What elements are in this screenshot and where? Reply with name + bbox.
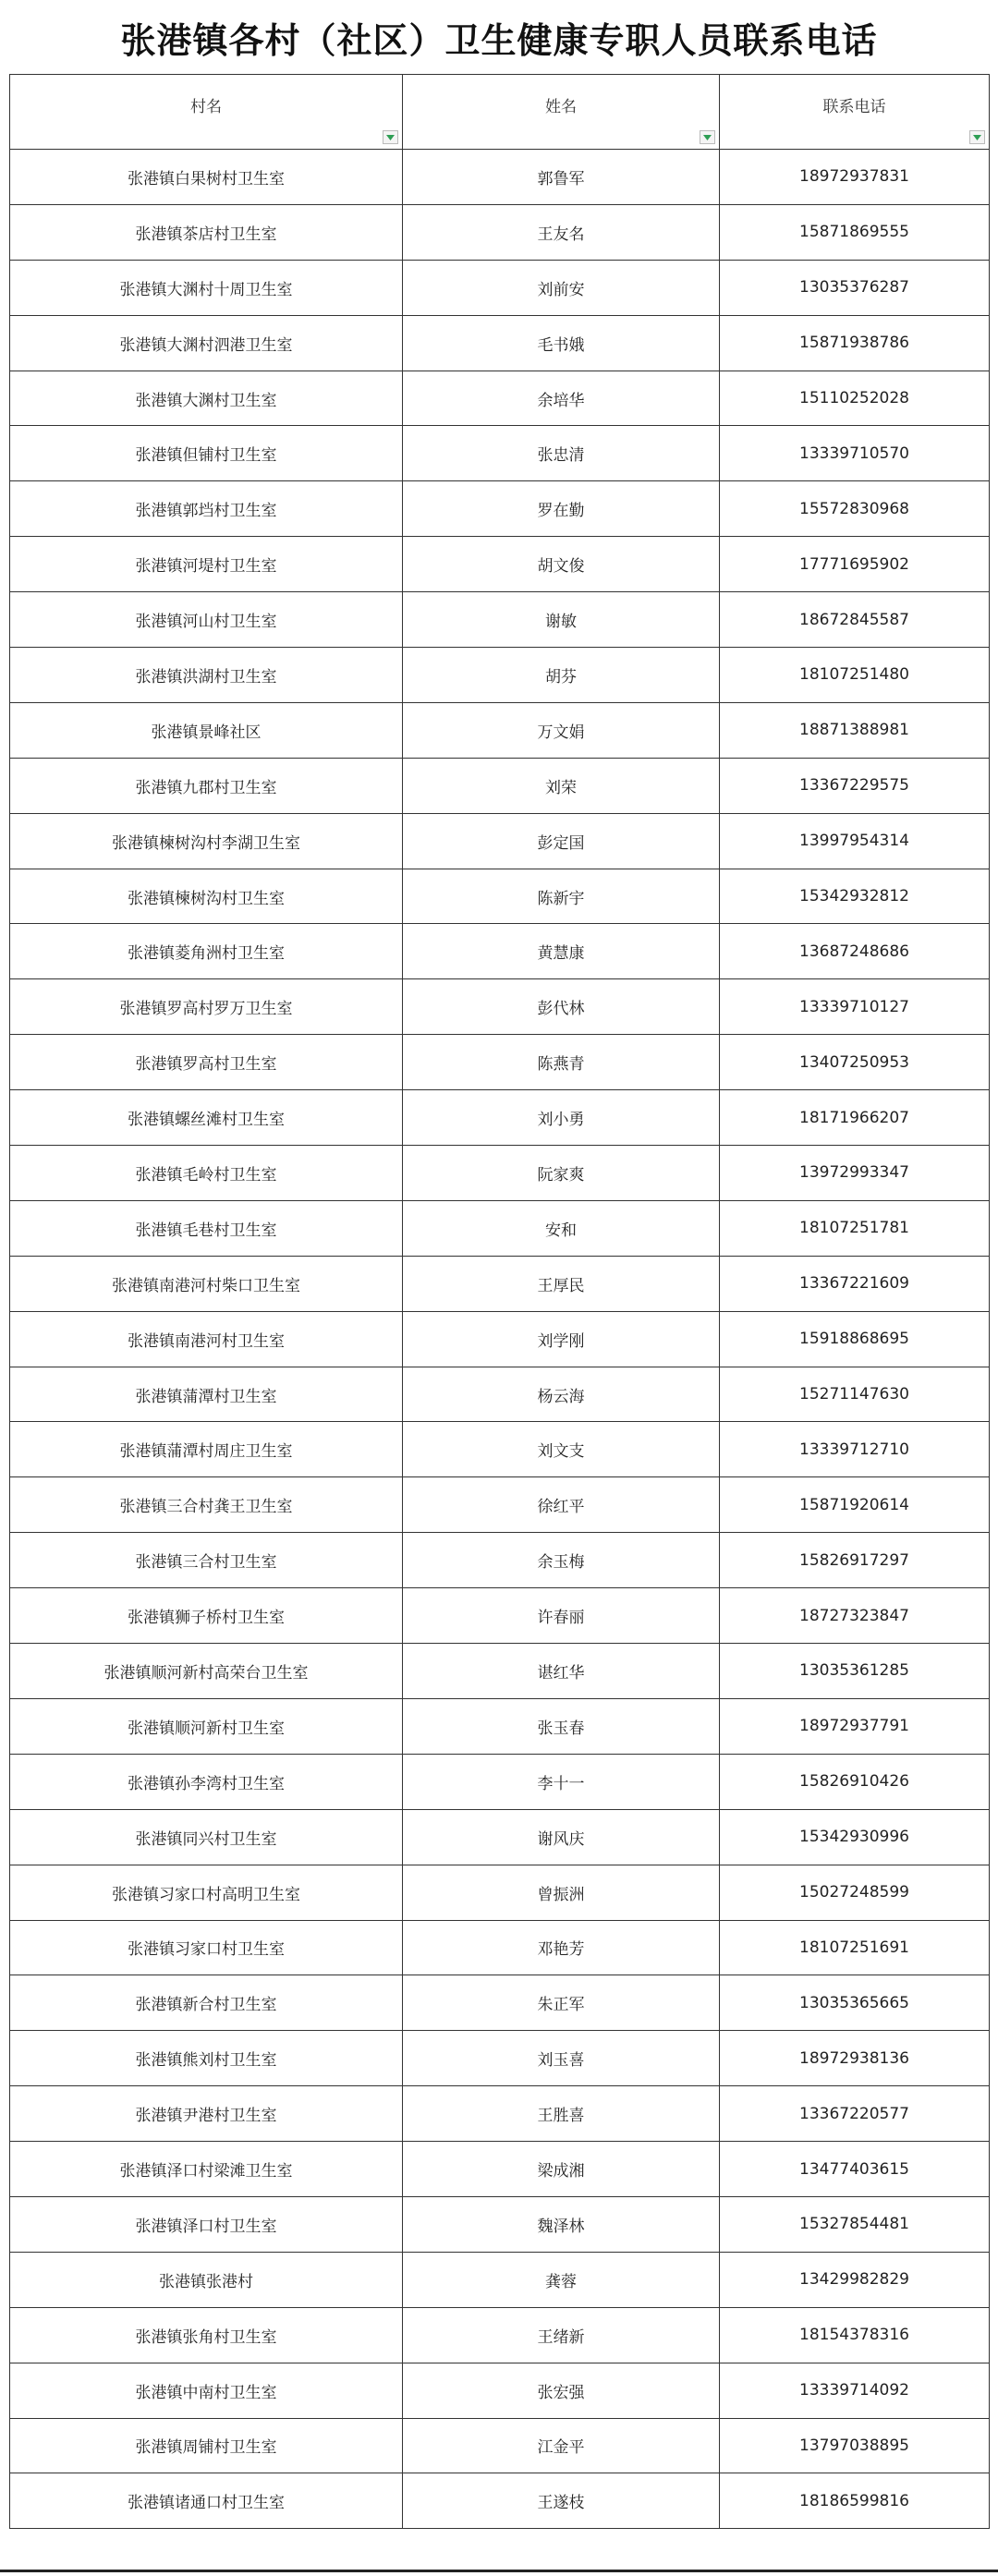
cell-name: 万文娟 [403, 702, 720, 758]
cell-phone: 15342930996 [720, 1809, 990, 1865]
column-header-village [10, 75, 403, 150]
cell-village: 张港镇白果树村卫生室 [10, 150, 403, 205]
cell-village: 张港镇三合村卫生室 [10, 1533, 403, 1588]
cell-phone: 18107251480 [720, 648, 990, 703]
cell-name: 魏泽林 [403, 2196, 720, 2252]
cell-name: 刘玉喜 [403, 2031, 720, 2086]
filter-dropdown-icon[interactable] [969, 130, 985, 144]
cell-name: 许春丽 [403, 1588, 720, 1644]
cell-name: 彭定国 [403, 813, 720, 869]
table-row [10, 979, 990, 1035]
cell-name: 刘学刚 [403, 1311, 720, 1367]
cell-name: 谌红华 [403, 1644, 720, 1699]
cell-village: 张港镇狮子桥村卫生室 [10, 1588, 403, 1644]
table-row [10, 1367, 990, 1422]
cell-phone: 13997954314 [720, 813, 990, 869]
cell-phone: 15342932812 [720, 869, 990, 924]
cell-name: 刘文支 [403, 1422, 720, 1477]
table-row [10, 481, 990, 537]
cell-phone: 13367229575 [720, 758, 990, 813]
cell-phone: 13339714092 [720, 2363, 990, 2418]
page-title: 张港镇各村（社区）卫生健康专职人员联系电话 [120, 19, 878, 61]
cell-name: 胡芬 [403, 648, 720, 703]
cell-phone: 15918868695 [720, 1311, 990, 1367]
cell-village: 张港镇河堤村卫生室 [10, 537, 403, 592]
cell-village: 张港镇大渊村十周卫生室 [10, 260, 403, 315]
cell-name: 张宏强 [403, 2363, 720, 2418]
cell-village: 张港镇尹港村卫生室 [10, 2086, 403, 2142]
cell-village: 张港镇罗高村卫生室 [10, 1035, 403, 1090]
cell-name: 梁成湘 [403, 2142, 720, 2197]
cell-village: 张港镇同兴村卫生室 [10, 1809, 403, 1865]
table-row [10, 260, 990, 315]
cell-phone: 13972993347 [720, 1146, 990, 1201]
table-row [10, 758, 990, 813]
cell-phone: 18107251691 [720, 1920, 990, 1975]
table-row [10, 1422, 990, 1477]
cell-village: 张港镇孙李湾村卫生室 [10, 1754, 403, 1809]
cell-name: 刘前安 [403, 260, 720, 315]
cell-name: 曾振洲 [403, 1865, 720, 1920]
cell-village: 张港镇罗高村罗万卫生室 [10, 979, 403, 1035]
table-row [10, 1311, 990, 1367]
table-row [10, 2473, 990, 2529]
cell-phone: 15826910426 [720, 1754, 990, 1809]
cell-name: 黄慧康 [403, 924, 720, 979]
table-row [10, 2196, 990, 2252]
filter-dropdown-icon[interactable] [700, 130, 715, 144]
table-row [10, 1754, 990, 1809]
cell-phone: 13367221609 [720, 1256, 990, 1311]
table-row [10, 702, 990, 758]
cell-name: 陈新宇 [403, 869, 720, 924]
table-row [10, 1920, 990, 1975]
table-row [10, 648, 990, 703]
cell-name: 江金平 [403, 2418, 720, 2473]
cell-name: 刘小勇 [403, 1090, 720, 1146]
cell-village: 张港镇顺河新村卫生室 [10, 1698, 403, 1754]
table-row [10, 537, 990, 592]
table-row [10, 204, 990, 260]
header-row [10, 75, 990, 150]
cell-phone: 18972937831 [720, 150, 990, 205]
cell-phone: 13797038895 [720, 2418, 990, 2473]
cell-village: 张港镇三合村龚王卫生室 [10, 1477, 403, 1533]
cell-name: 王遂枝 [403, 2473, 720, 2529]
cell-village: 张港镇诸通口村卫生室 [10, 2473, 403, 2529]
cell-village: 张港镇张港村 [10, 2252, 403, 2307]
contact-table [9, 74, 990, 2529]
table-row [10, 1146, 990, 1201]
cell-name: 杨云海 [403, 1367, 720, 1422]
cell-name: 刘荣 [403, 758, 720, 813]
table-row [10, 150, 990, 205]
cell-village: 张港镇河山村卫生室 [10, 592, 403, 648]
cell-phone: 13477403615 [720, 2142, 990, 2197]
cell-name: 张玉春 [403, 1698, 720, 1754]
cell-village: 张港镇张角村卫生室 [10, 2307, 403, 2363]
table-row [10, 1477, 990, 1533]
cell-name: 余培华 [403, 371, 720, 426]
table-row [10, 924, 990, 979]
cell-phone: 15027248599 [720, 1865, 990, 1920]
cell-phone: 18107251781 [720, 1200, 990, 1256]
cell-phone: 18171966207 [720, 1090, 990, 1146]
cell-village: 张港镇景峰社区 [10, 702, 403, 758]
cell-village: 张港镇茶店村卫生室 [10, 204, 403, 260]
table-row [10, 1644, 990, 1699]
cell-village: 张港镇习家口村高明卫生室 [10, 1865, 403, 1920]
cell-village: 张港镇南港河村卫生室 [10, 1311, 403, 1367]
table-row [10, 371, 990, 426]
table-row [10, 1698, 990, 1754]
table-row [10, 1533, 990, 1588]
table-row [10, 1035, 990, 1090]
cell-name: 郭鲁军 [403, 150, 720, 205]
cell-name: 谢风庆 [403, 1809, 720, 1865]
cell-village: 张港镇习家口村卫生室 [10, 1920, 403, 1975]
column-header-name [403, 75, 720, 150]
cell-village: 张港镇毛巷村卫生室 [10, 1200, 403, 1256]
table-row [10, 2418, 990, 2473]
table-row [10, 315, 990, 371]
cell-name: 龚蓉 [403, 2252, 720, 2307]
column-header-phone [720, 75, 990, 150]
cell-phone: 18672845587 [720, 592, 990, 648]
cell-phone: 13407250953 [720, 1035, 990, 1090]
cell-name: 陈燕青 [403, 1035, 720, 1090]
cell-name: 余玉梅 [403, 1533, 720, 1588]
cell-phone: 15871869555 [720, 204, 990, 260]
cell-village: 张港镇泽口村卫生室 [10, 2196, 403, 2252]
cell-village: 张港镇但铺村卫生室 [10, 426, 403, 481]
cell-phone: 18972937791 [720, 1698, 990, 1754]
table-row [10, 2142, 990, 2197]
cell-village: 张港镇洪湖村卫生室 [10, 648, 403, 703]
cell-village: 张港镇周铺村卫生室 [10, 2418, 403, 2473]
cell-phone: 13687248686 [720, 924, 990, 979]
filter-dropdown-icon[interactable] [383, 130, 398, 144]
cell-phone: 15871938786 [720, 315, 990, 371]
cell-phone: 18186599816 [720, 2473, 990, 2529]
cell-phone: 18871388981 [720, 702, 990, 758]
cell-phone: 15826917297 [720, 1533, 990, 1588]
table-row [10, 426, 990, 481]
cell-phone: 17771695902 [720, 537, 990, 592]
cell-name: 王厚民 [403, 1256, 720, 1311]
cell-village: 张港镇楝树沟村李湖卫生室 [10, 813, 403, 869]
cell-village: 张港镇顺河新村高荣台卫生室 [10, 1644, 403, 1699]
cell-phone: 13035376287 [720, 260, 990, 315]
cell-village: 张港镇菱角洲村卫生室 [10, 924, 403, 979]
cell-phone: 15327854481 [720, 2196, 990, 2252]
cell-phone: 13035365665 [720, 1975, 990, 2031]
cell-name: 阮家爽 [403, 1146, 720, 1201]
cell-name: 李十一 [403, 1754, 720, 1809]
cell-village: 张港镇泽口村梁滩卫生室 [10, 2142, 403, 2197]
cell-village: 张港镇熊刘村卫生室 [10, 2031, 403, 2086]
table-row [10, 1975, 990, 2031]
cell-name: 谢敏 [403, 592, 720, 648]
cell-phone: 15871920614 [720, 1477, 990, 1533]
table-row [10, 1865, 990, 1920]
table-row [10, 1090, 990, 1146]
cell-phone: 18154378316 [720, 2307, 990, 2363]
cell-name: 朱正军 [403, 1975, 720, 2031]
cell-village: 张港镇蒲潭村周庄卫生室 [10, 1422, 403, 1477]
column-header-name-label: 姓名 [545, 97, 577, 116]
table-row [10, 1256, 990, 1311]
cell-phone: 13339710570 [720, 426, 990, 481]
cell-phone: 15110252028 [720, 371, 990, 426]
table-row [10, 2307, 990, 2363]
cell-village: 张港镇毛岭村卫生室 [10, 1146, 403, 1201]
table-row [10, 1200, 990, 1256]
cell-name: 彭代林 [403, 979, 720, 1035]
table-body [10, 150, 990, 2529]
cell-name: 张忠清 [403, 426, 720, 481]
cell-village: 张港镇大渊村泗港卫生室 [10, 315, 403, 371]
cell-name: 邓艳芳 [403, 1920, 720, 1975]
cell-name: 胡文俊 [403, 537, 720, 592]
cell-village: 张港镇中南村卫生室 [10, 2363, 403, 2418]
table-row [10, 813, 990, 869]
column-header-village-label: 村名 [190, 97, 222, 116]
cell-name: 王胜喜 [403, 2086, 720, 2142]
cell-village: 张港镇螺丝滩村卫生室 [10, 1090, 403, 1146]
cell-village: 张港镇大渊村卫生室 [10, 371, 403, 426]
cell-phone: 18727323847 [720, 1588, 990, 1644]
table-row [10, 592, 990, 648]
table-row [10, 2252, 990, 2307]
cell-name: 王友名 [403, 204, 720, 260]
cell-village: 张港镇楝树沟村卫生室 [10, 869, 403, 924]
cell-phone: 13429982829 [720, 2252, 990, 2307]
cell-village: 张港镇新合村卫生室 [10, 1975, 403, 2031]
column-header-phone-label: 联系电话 [822, 97, 886, 116]
cell-phone: 13035361285 [720, 1644, 990, 1699]
cell-village: 张港镇蒲潭村卫生室 [10, 1367, 403, 1422]
cell-phone: 15271147630 [720, 1367, 990, 1422]
cell-name: 毛书娥 [403, 315, 720, 371]
cell-phone: 13339710127 [720, 979, 990, 1035]
cell-village: 张港镇郭垱村卫生室 [10, 481, 403, 537]
table-row [10, 1588, 990, 1644]
cell-name: 王绪新 [403, 2307, 720, 2363]
cell-phone: 18972938136 [720, 2031, 990, 2086]
table-row [10, 2363, 990, 2418]
cell-name: 徐红平 [403, 1477, 720, 1533]
table-row [10, 2031, 990, 2086]
table-row [10, 2086, 990, 2142]
cell-phone: 15572830968 [720, 481, 990, 537]
cell-village: 张港镇九郡村卫生室 [10, 758, 403, 813]
table-row [10, 869, 990, 924]
cell-phone: 13367220577 [720, 2086, 990, 2142]
cell-name: 安和 [403, 1200, 720, 1256]
table-row [10, 1809, 990, 1865]
bottom-rule [0, 2570, 998, 2572]
cell-village: 张港镇南港河村柴口卫生室 [10, 1256, 403, 1311]
cell-phone: 13339712710 [720, 1422, 990, 1477]
cell-name: 罗在勤 [403, 481, 720, 537]
